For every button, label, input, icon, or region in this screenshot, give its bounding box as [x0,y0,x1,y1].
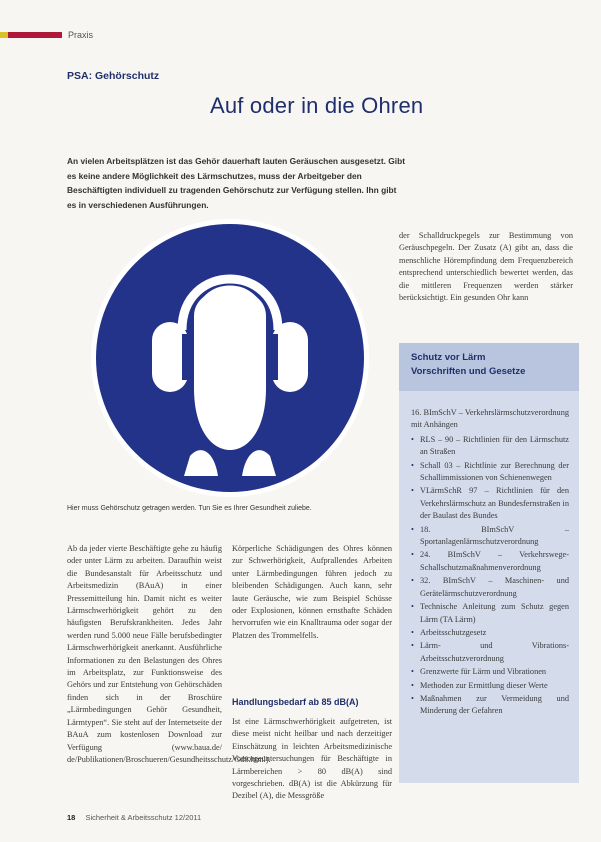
list-item: • Maßnahmen zur Vermeidung und Minderung der Gefahren [411,693,569,718]
page-number: 18 [67,813,76,822]
list-item: • Grenzwerte für Lärm und Vibrationen [411,666,569,678]
info-box-title-line-1: Schutz vor Lärm [411,352,486,363]
body-column-2: Körperliche Schädigungen des Ohres können zur Schwerhörigkeit, Aufprallendes Arbeiten unter Lärmbedingungen führen jedoch zu bleibenden Schädigungen. Auch kann, sehr laute Geräusche, wie zum Beispiel Schüsse oder Explosionen, können ernsthafte Schäden hervorrufen wie ein Knalltrauma oder sogar der Platzen des Trommelfells. [232,544,392,640]
list-item: • 18. BImSchV – Sportanlagenlärmschutzverordnung [411,524,569,549]
list-item: • RLS – 90 – Richtlinien für den Lärmschutz an Straßen [411,434,569,459]
regulation-list [411,434,569,718]
info-box-title-line-2: Vorschriften und Gesetze [411,366,526,377]
info-box-body [411,407,569,719]
publication-name: Sicherheit & Arbeitsschutz 12/2011 [85,813,202,822]
body-column-1: Ab da jeder vierte Beschäftigte gehe zu häufig oder unter Lärm zu arbeiten. Daraufhin weist die Bundesanstalt für Arbeitsschutz und Arbeitsmedizin (BAuA) in einer Pressemitteilung hin. Damit nicht es weiter Lärmschwerhörigkeit gehört zu den häufigsten Berufskrankheiten. Jedes Jahr werden rund 5.000 neue Fälle berufsbedingter Lärmschwerhörigkeit anerkannt. Ausführliche Informationen zu den Belastungen des Ohres im Arbeitsplatz, zur Funktionsweise des Gehörs und zur Entstehung von Gehörschäden finden sich in der Broschüre „Lärmbedingungen Gehör Gesundheit, Lärmtypen“. Sie steht auf der Internetseite der BAuA zum kostenlosen Download zur Verfügung (www.baua.de/ de/Publikationen/Broschueren/Gesundheitsschutz/Gd8.html). [67,544,271,764]
article-title: Auf oder in die Ohren [210,93,424,118]
list-item: • Lärm- und Vibrations-Arbeitsschutzverordnung [411,640,569,665]
list-item: • Schall 03 – Richtlinie zur Berechnung der Schallimmissionen von Schienenwegen [411,460,569,485]
section-subheading: Handlungsbedarf ab 85 dB(A) [232,697,359,707]
ear-protection-sign-icon [90,218,370,498]
body-column-2-continued: Ist eine Lärmschwerhörigkeit aufgetreten, ist diese meist nicht heilbar und nach derzeitiger Einschätzung in leichten Arbeitsmedizinische Vorsorgeuntersuchungen für Beschäftigte in Lärmbereichen > 80 dB(A) sind vorgeschrieben. dB(A) ist die Abkürzung für Dezibel (A), die Messgröße [232,717,392,801]
section-color-bar [0,32,62,38]
list-item: • Technische Anleitung zum Schutz gegen Lärm (TA Lärm) [411,601,569,626]
list-item: • Arbeitsschutzgesetz [411,627,569,639]
info-box-lead: 16. BImSchV – Verkehrslärmschutzverordnung mit Anhängen [411,408,569,430]
info-box-title [411,351,525,379]
list-item: • 24. BImSchV – Verkehrswege-Schallschutzmaßnahmenverordnung [411,549,569,574]
image-caption: Hier muss Gehörschutz getragen werden. Tun Sie es Ihrer Gesundheit zuliebe. [67,505,312,512]
right-column-top-text: der Schalldruckpegels zur Bestimmung von Geräuschpegeln. Der Zusatz (A) gibt an, dass die menschliche Hörempfindung dem Frequenzbereich entsprechend unterschiedlich bewertet werden, das die mittleren Frequenzen werden stärker berücksichtigt. Ein gesunden Ohr kann [399,231,573,303]
list-item: • Methoden zur Ermittlung dieser Werte [411,680,569,692]
page-footer [67,813,201,822]
article-intro: An vielen Arbeitsplätzen ist das Gehör dauerhaft lauten Geräuschen ausgesetzt. Gibt es keine andere Möglichkeit des Lärmschutzes, muss der Arbeitgeber den Beschäftigten individuell zu tragenden Gehörschutz zur Verfügung stellen. Ihn gibt es in verschiedenen Ausführungen. [67,156,406,210]
article-kicker: PSA: Gehörschutz [67,70,160,82]
list-item: • VLärmSchR 97 – Richtlinien für den Verkehrslärmschutz an Bundesfernstraßen in der Baulast des Bundes [411,485,569,522]
list-item: • 32. BImSchV – Maschinen- und Gerätelärmschutzverordnung [411,575,569,600]
section-label: Praxis [68,30,94,40]
